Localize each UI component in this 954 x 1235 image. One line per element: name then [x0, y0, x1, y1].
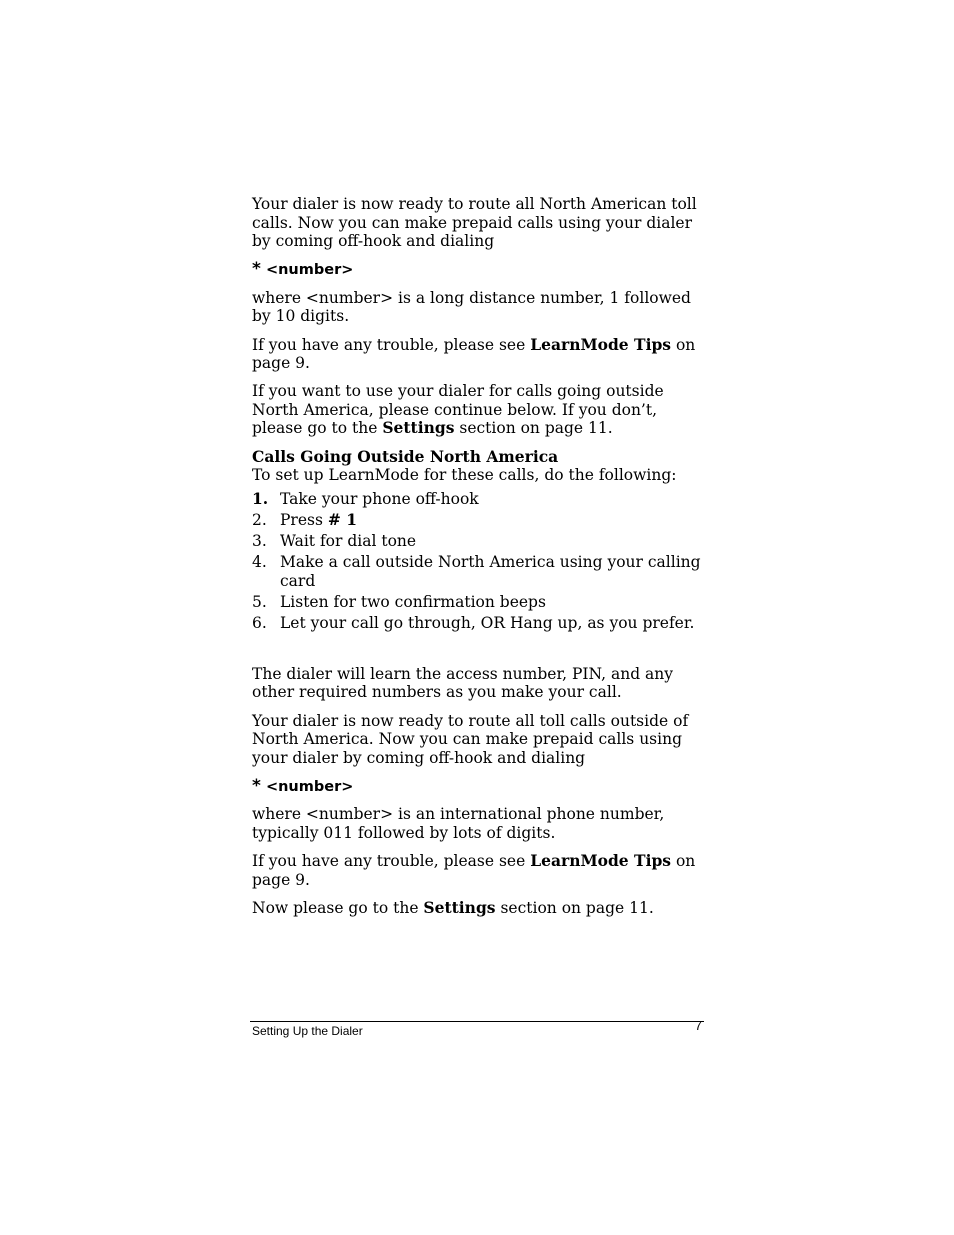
step-number: 3.	[252, 531, 267, 550]
step-item	[252, 553, 704, 590]
step-text-plain: Press	[280, 510, 328, 529]
step-text: Take your phone off-hook	[280, 489, 479, 508]
page-number: 7	[694, 1018, 702, 1033]
number-explanation: where <number> is a long distance number, 1 followed by 10 digits.	[252, 288, 691, 326]
learn-paragraph: The dialer will learn the access number, PIN, and any other required numbers as you make your call.	[252, 664, 674, 702]
trouble-text: If you have any trouble, please see	[252, 852, 531, 871]
step-number: 1.	[252, 488, 269, 508]
final-paragraph	[252, 899, 704, 918]
ready-international-paragraph: Your dialer is now ready to route all toll calls outside of North America. Now you can make prepaid calls using your dialer by coming off-hook and dialing	[252, 711, 689, 767]
star-symbol: *	[252, 775, 261, 796]
key-sequence: # 1	[327, 509, 358, 529]
footer-section-title: Setting Up the Dialer	[252, 1024, 363, 1038]
trouble-page-text: on page 9.	[252, 335, 696, 373]
final-text: Now please go to the	[252, 898, 424, 917]
step-number: 2.	[252, 510, 267, 529]
step-number: 5.	[252, 592, 267, 611]
learnmode-tips-ref: LearnMode Tips	[530, 851, 672, 871]
ready-paragraph: Your dialer is now ready to route all North American toll calls. Now you can make prepaid calls using your dialer by coming off-hook and dialing	[252, 195, 697, 251]
step-item	[252, 614, 704, 633]
final-page-text: section on page 11.	[495, 898, 654, 917]
settings-ref: Settings	[423, 897, 496, 917]
section-heading: Calls Going Outside North America	[252, 446, 559, 466]
step-text: Make a call outside North America using your calling card	[280, 553, 701, 590]
number-placeholder: <number>	[265, 778, 354, 795]
step-number: 4.	[252, 553, 267, 571]
trouble-text: If you have any trouble, please see	[252, 335, 531, 354]
spacer	[252, 635, 704, 665]
number-placeholder: <number>	[265, 262, 354, 279]
step-text	[280, 511, 704, 530]
learnmode-tips-ref: LearnMode Tips	[530, 334, 672, 354]
trouble-paragraph-2	[252, 852, 704, 889]
page-body	[252, 195, 704, 927]
outside-text: If you want to use your dialer for calls going outside North America, please continue below. If you don’t, please go to the	[252, 382, 664, 438]
dial-command-international	[252, 777, 704, 797]
step-text: Wait for dial tone	[280, 531, 417, 550]
setup-intro: To set up LearnMode for these calls, do the following:	[252, 466, 677, 485]
step-text: Let your call go through, OR Hang up, as you prefer.	[280, 613, 695, 632]
step-item	[252, 511, 704, 530]
international-explanation: where <number> is an international phone number, typically 011 followed by lots of digits.	[252, 805, 665, 843]
trouble-page-text: on page 9.	[252, 852, 696, 889]
step-item	[252, 490, 704, 509]
trouble-paragraph	[252, 336, 704, 373]
step-text: Listen for two confirmation beeps	[280, 592, 546, 611]
outside-page-text: section on page 11.	[454, 419, 613, 438]
page-footer	[250, 1018, 704, 1038]
dial-command	[252, 260, 704, 280]
setup-steps	[252, 490, 704, 633]
outside-paragraph	[252, 382, 704, 438]
settings-ref: Settings	[382, 418, 455, 438]
step-item	[252, 593, 704, 612]
star-symbol: *	[252, 259, 261, 280]
step-item	[252, 532, 704, 551]
step-number: 6.	[252, 613, 267, 632]
